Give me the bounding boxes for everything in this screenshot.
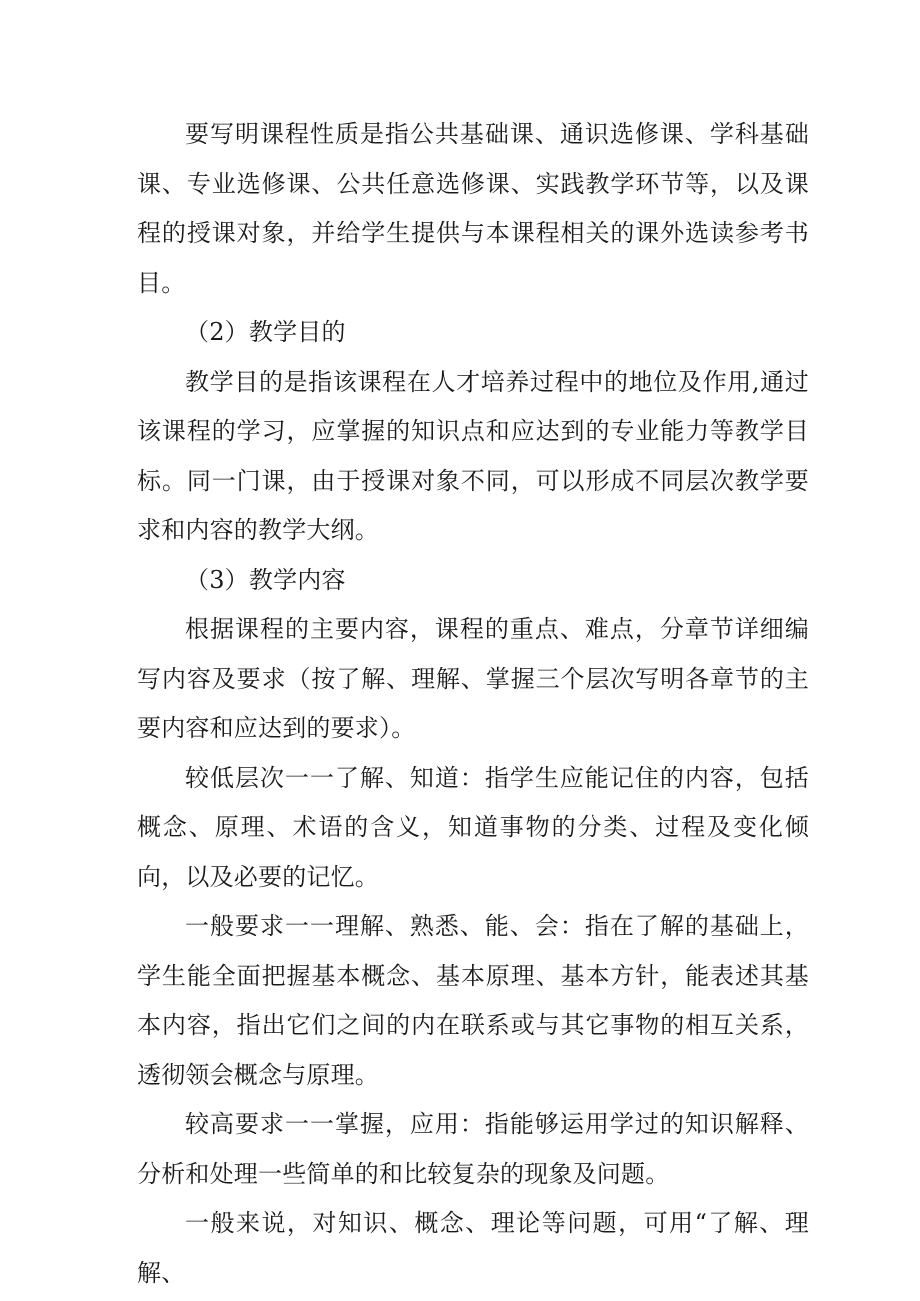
paragraph-teaching-objective: 教学目的是指该课程在人才培养过程中的地位及作用,通过该课程的学习，应掌握的知识点和应达到的专业能力等教学目标。同一门课，由于授课对象不同，可以形成不同层次教学要求和内容的教学大纲。: [137, 367, 809, 544]
section-heading-teaching-content: （3）教学内容: [185, 565, 346, 594]
paragraph-general-note: 一般来说，对知识、概念、理论等问题，可用“了解、理解、: [137, 1209, 809, 1287]
paragraph-lower-level: 较低层次一一了解、知道：指学生应能记住的内容，包括概念、原理、术语的含义，知道事物的分类、过程及变化倾向，以及必要的记忆。: [137, 763, 809, 891]
paragraph-course-nature: 要写明课程性质是指公共基础课、通识选修课、学科基础课、专业选修课、公共任意选修课、实践教学环节等，以及课程的授课对象，并给学生提供与本课程相关的课外选读参考书目。: [137, 120, 809, 297]
paragraph-general-requirement: 一般要求一一理解、熟悉、能、会：指在了解的基础上，学生能全面把握基本概念、基本原理、基本方针，能表述其基本内容，指出它们之间的内在联系或与其它事物的相互关系，透彻领会概念与原理。: [137, 912, 809, 1089]
paragraph-teaching-content: 根据课程的主要内容，课程的重点、难点，分章节详细编写内容及要求（按了解、理解、掌握三个层次写明各章节的主要内容和应达到的要求）。: [137, 615, 809, 742]
paragraph-higher-requirement: 较高要求一一掌握，应用：指能够运用学过的知识解释、分析和处理一些简单的和比较复杂的现象及问题。: [137, 1110, 809, 1188]
section-heading-teaching-objective: （2）教学目的: [185, 318, 346, 346]
document-body: [137, 110, 809, 1298]
